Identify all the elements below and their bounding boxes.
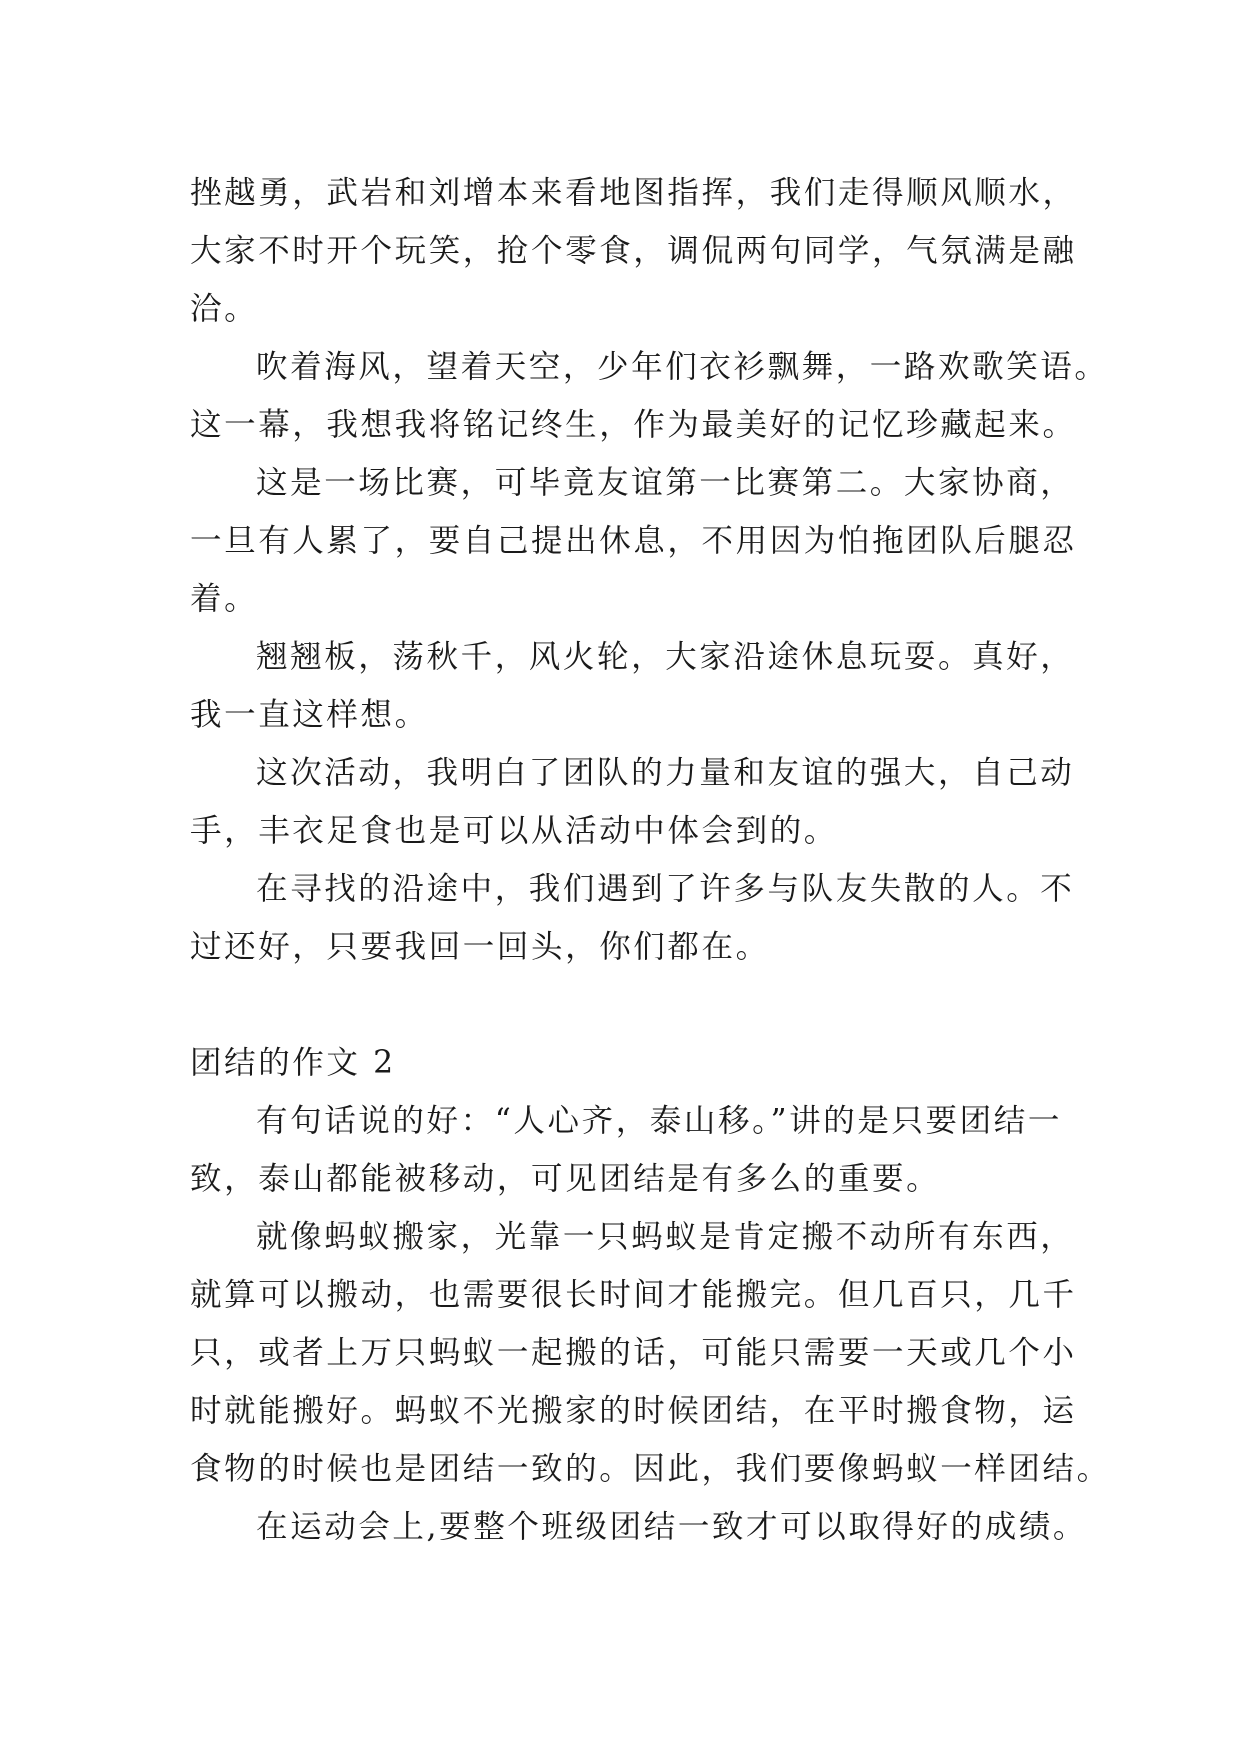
paragraph-6-line-1: 在寻找的沿途中，我们遇到了许多与队友失散的人。不 — [256, 871, 1075, 907]
paragraph-8-line-2: 就算可以搬动，也需要很长时间才能搬完。但几百只，几千 — [190, 1277, 1077, 1313]
paragraph-3-line-2: 一旦有人累了，要自己提出休息，不用因为怕拖团队后腿忍 — [190, 523, 1077, 559]
paragraph-8-line-3: 只，或者上万只蚂蚁一起搬的话，可能只需要一天或几个小 — [190, 1335, 1077, 1371]
paragraph-2-line-2: 这一幕，我想我将铭记终生，作为最美好的记忆珍藏起来。 — [190, 407, 1077, 443]
paragraph-4-line-1: 翘翘板，荡秋千，风火轮，大家沿途休息玩耍。真好， — [256, 639, 1075, 675]
paragraph-8-line-1: 就像蚂蚁搬家，光靠一只蚂蚁是肯定搬不动所有东西， — [256, 1219, 1075, 1255]
paragraph-8-line-4: 时就能搬好。蚂蚁不光搬家的时候团结，在平时搬食物，运 — [190, 1393, 1077, 1429]
paragraph-2-line-1: 吹着海风，望着天空，少年们衣衫飘舞，一路欢歌笑语。 — [256, 349, 1109, 385]
paragraph-3-line-3: 着。 — [190, 581, 259, 617]
paragraph-5-line-1: 这次活动，我明白了团队的力量和友谊的强大，自己动 — [256, 755, 1075, 791]
paragraph-7-line-2: 致，泰山都能被移动，可见团结是有多么的重要。 — [190, 1161, 941, 1197]
paragraph-1-line-1: 挫越勇，武岩和刘增本来看地图指挥，我们走得顺风顺水， — [190, 175, 1077, 211]
paragraph-7-line-1: 有句话说的好：“人心齐，泰山移。”讲的是只要团结一 — [256, 1103, 1062, 1139]
paragraph-4-line-2: 我一直这样想。 — [190, 697, 429, 733]
paragraph-1-line-3: 洽。 — [190, 291, 259, 327]
paragraph-5-line-2: 手，丰衣足食也是可以从活动中体会到的。 — [190, 813, 838, 849]
paragraph-3-line-1: 这是一场比赛，可毕竟友谊第一比赛第二。大家协商， — [256, 465, 1075, 501]
paragraph-6-line-2: 过还好，只要我回一回头，你们都在。 — [190, 929, 770, 965]
paragraph-8-line-5: 食物的时候也是团结一致的。因此，我们要像蚂蚁一样团结。 — [190, 1451, 1111, 1487]
paragraph-9-line-1: 在运动会上,要整个班级团结一致才可以取得好的成绩。 — [256, 1509, 1088, 1545]
section-heading: 团结的作文 2 — [190, 1045, 396, 1081]
paragraph-1-line-2: 大家不时开个玩笑，抢个零食，调侃两句同学，气氛满是融 — [190, 233, 1077, 269]
